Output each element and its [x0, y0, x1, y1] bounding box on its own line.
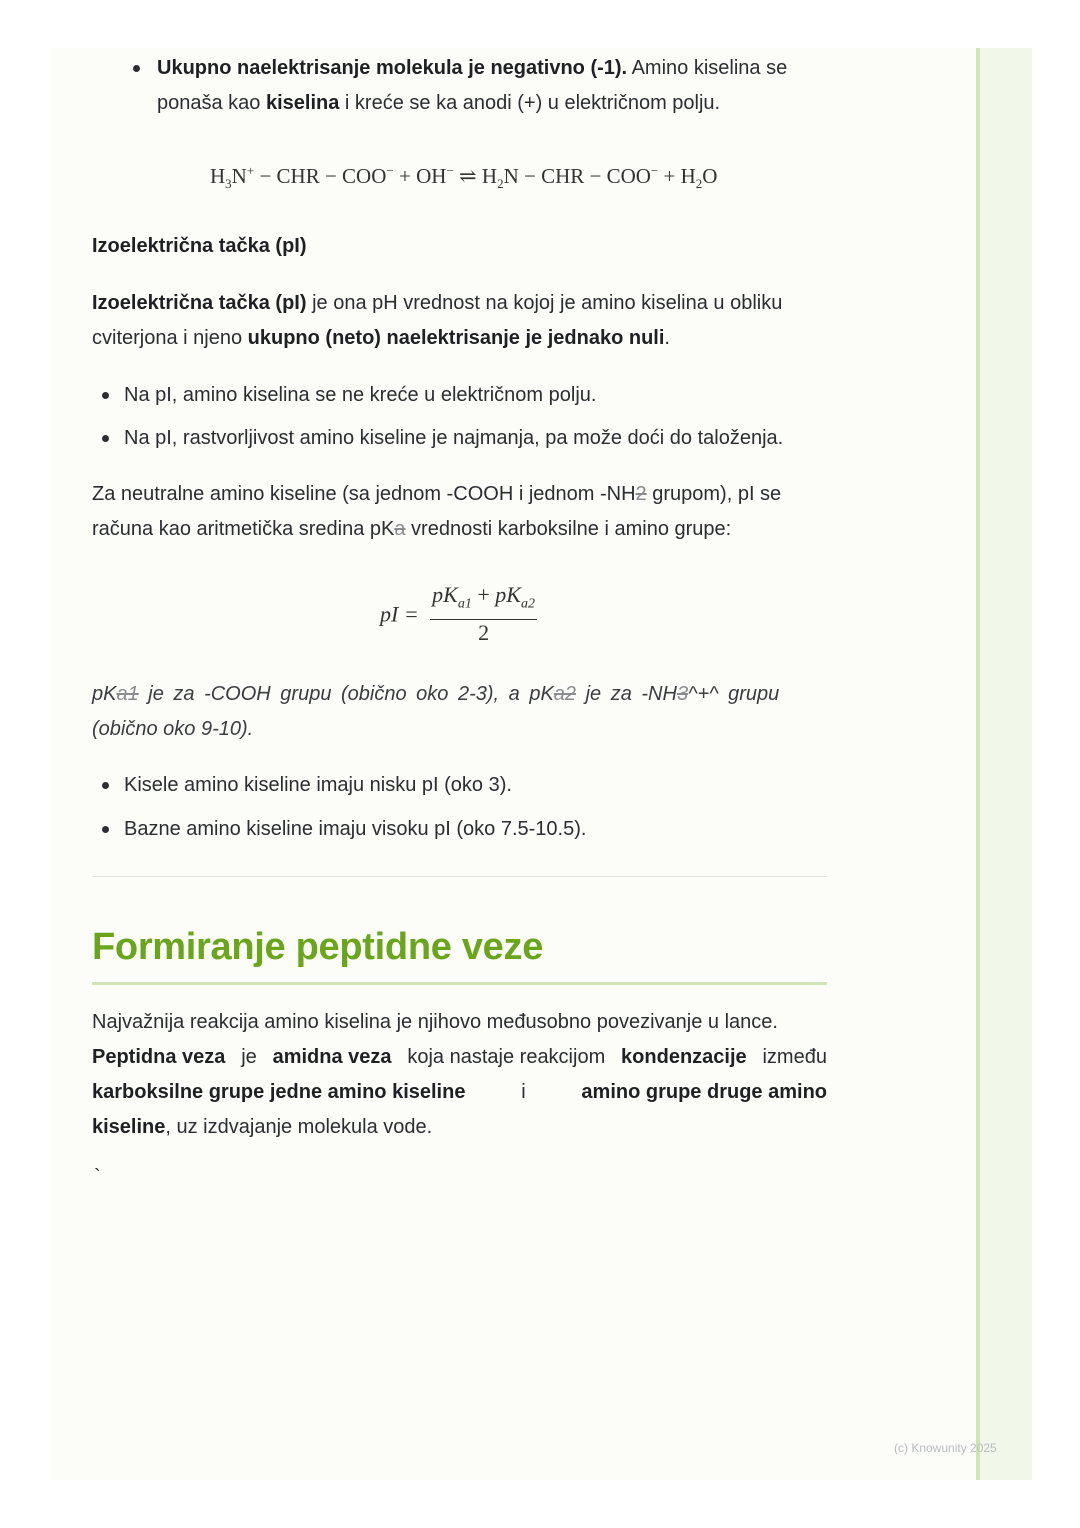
copyright-footer: (c) Knowunity 2025: [894, 1441, 997, 1455]
peptide-paragraph: Najvažnija reakcija amino kiselina je njihovo međusobno povezivanje u lance. Peptidna veza je amidna veza koja nastaje reakcijom kondenzacije između karboksilne grupe jedne amino kiseline i amino grupe druge amino kiseline, uz izdvajanje molekula vode.: [92, 1011, 827, 1138]
list-item: Na pI, rastvorljivost amino kiseline je najmanja, pa može doći do taloženja.: [124, 421, 783, 456]
bullet-text: ponaša kao: [157, 92, 266, 114]
bullet-negative-charge: [157, 51, 827, 121]
bullet-text: Amino kiselina se: [627, 57, 788, 79]
list-item: Kisele amino kiseline imaju nisku pI (oko 3).: [124, 768, 512, 803]
heading-underline: [92, 982, 827, 985]
bullet-bold: kiselina: [265, 92, 340, 114]
divider: [92, 876, 827, 877]
pka-note: pKa1 je za -COOH grupu (obično oko 2-3), a pKa2 je za -NH3^+^ grupu (obično oko 9-10).: [92, 683, 780, 740]
bullet-bold: Ukupno naelektrisanje molekula je negativno (-1).: [157, 57, 628, 79]
list-item: Bazne amino kiseline imaju visoku pI (oko 7.5-10.5).: [124, 812, 586, 847]
side-accent-bar: [976, 48, 1032, 1480]
bullet-text: i kreće se ka anodi (+) u električnom polju.: [339, 92, 721, 114]
neutral-amino-acids-paragraph: Za neutralne amino kiseline (sa jednom -COOH i jednom -NH2 grupom), pI se računa kao aritmetička sredina pKa vrednosti karboksilne i amino grupe:: [92, 483, 782, 540]
pi-formula: pI = $\frac{pK_{a1} + pK_{a2}}{2}$: [380, 582, 535, 646]
list-item: Na pI, amino kiselina se ne kreće u električnom polju.: [124, 378, 596, 413]
section-heading-pi: Izoelektrična tačka (pI): [92, 235, 307, 257]
stray-backtick: `: [94, 1166, 101, 1188]
section-heading-peptide: Formiranje peptidne veze: [92, 926, 544, 968]
equilibrium-equation: $H_3N^+$ − CHR − COO− + OH− ⇌ $H_2N$ − CHR − $COO^- + H_2O$: [210, 163, 718, 192]
pi-definition-paragraph: Izoelektrična tačka (pI) je ona pH vrednost na kojoj je amino kiselina u obliku cviterjona i njeno ukupno (neto) naelektrisanje je jednako nuli.: [92, 292, 783, 349]
